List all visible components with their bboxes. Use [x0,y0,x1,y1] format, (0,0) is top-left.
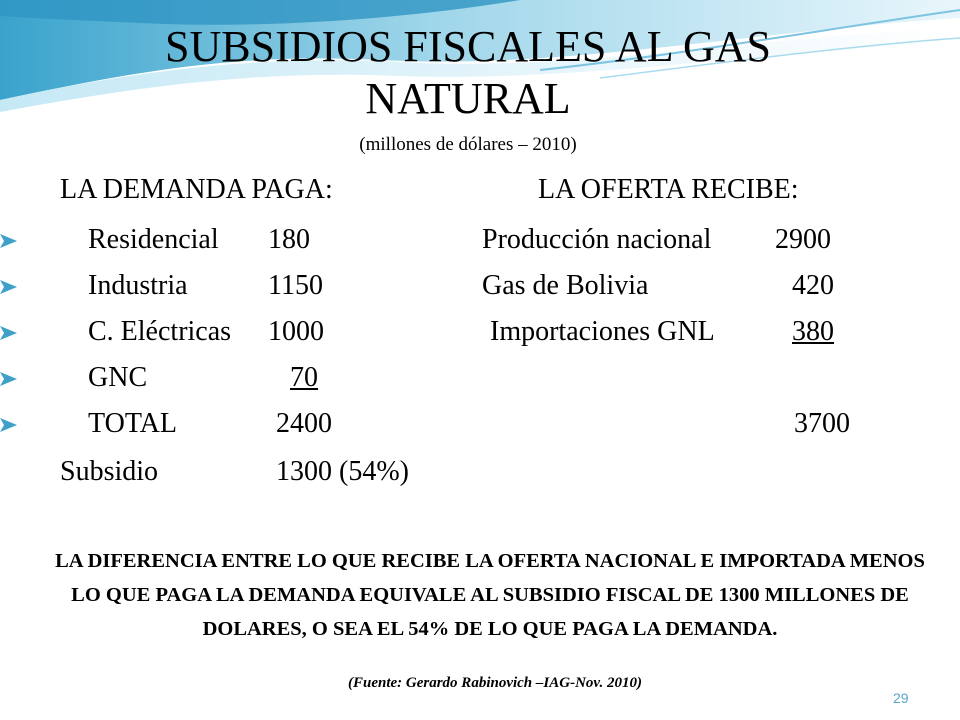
arrow-bullet-icon [0,326,17,340]
list-item [0,358,960,398]
source-citation: (Fuente: Gerardo Rabinovich –IAG-Nov. 2010) [347,675,643,691]
demand-value: 180 [268,224,310,255]
list-item [0,266,960,306]
demand-total-value: 2400 [276,408,332,439]
demand-value: 70 [290,362,318,393]
conclusion-paragraph: LA DIFERENCIA ENTRE LO QUE RECIBE LA OFERTA NACIONAL E IMPORTADA MENOS LO QUE PAGA LA DEMANDA EQUIVALE AL SUBSIDIO FISCAL DE 1300 MILLONES DE DOLARES, O SEA EL 54% DE LO QUE PAGA LA DEMANDA. [55,550,925,640]
slide-title-line1: SUBSIDIOS FISCALES AL GAS [165,22,771,71]
arrow-bullet-icon [0,234,17,248]
subsidy-label: Subsidio [60,456,159,487]
arrow-bullet-icon [0,418,17,432]
demand-value: 1150 [268,270,323,301]
demand-label: C. Eléctricas [88,316,232,347]
subsidy-value: 1300 (54%) [276,456,409,487]
list-item [0,220,960,260]
demand-label: GNC [88,362,148,393]
list-item [0,404,960,444]
supply-value: 2900 [775,224,831,255]
demand-label: Industria [88,270,188,301]
supply-total-value: 3700 [794,408,850,439]
slide-subtitle: (millones de dólares – 2010) [359,134,577,155]
supply-label: Importaciones GNL [490,316,715,347]
supply-value: 420 [792,270,834,301]
supply-header: LA OFERTA RECIBE: [538,174,799,205]
page-number: 29 [893,690,909,706]
demand-header: LA DEMANDA PAGA: [60,174,333,205]
arrow-bullet-icon [0,372,17,386]
demand-label: Residencial [88,224,219,255]
supply-label: Gas de Bolivia [482,270,649,301]
supply-label: Producción nacional [482,224,712,255]
slide-title-line2: NATURAL [365,74,571,123]
demand-total-label: TOTAL [88,408,178,439]
list-item [0,312,960,352]
demand-value: 1000 [268,316,324,347]
supply-value: 380 [792,316,834,347]
arrow-bullet-icon [0,280,17,294]
